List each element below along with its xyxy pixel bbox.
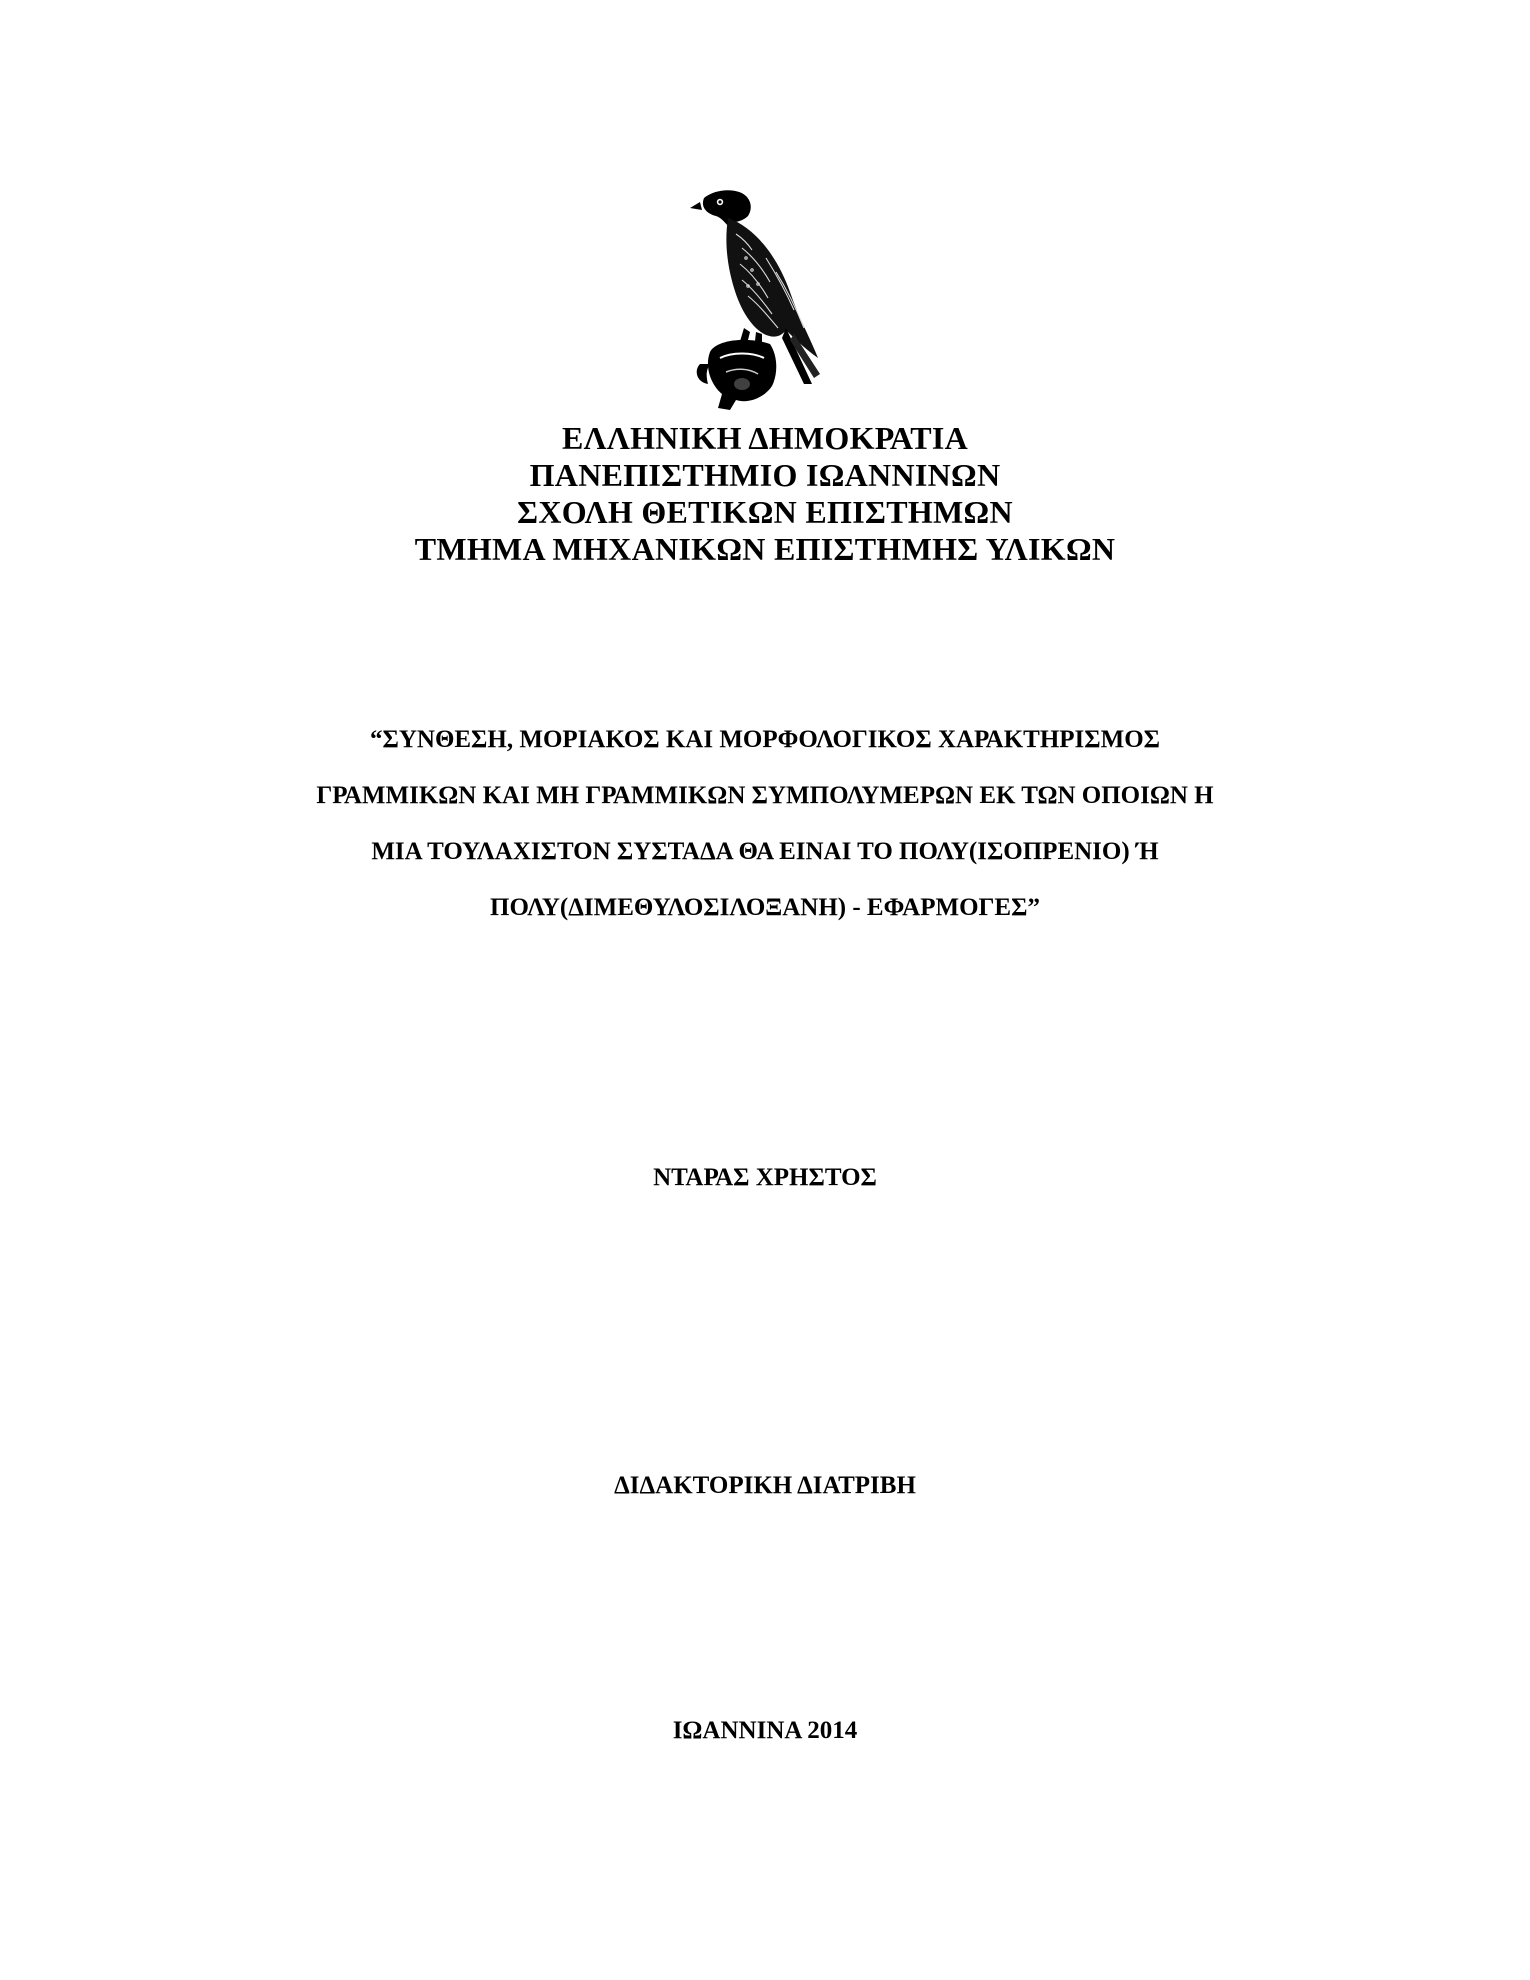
- author-name: ΝΤΑΡΑΣ ΧΡΗΣΤΟΣ: [653, 1164, 877, 1191]
- title-line: ΜΙΑ ΤΟΥΛΑΧΙΣΤΟΝ ΣΥΣΤΑΔΑ ΘΑ ΕΙΝΑΙ ΤΟ ΠΟΛΥ(ΙΣΟΠΡΕΝΙΟ) Ή: [371, 838, 1159, 865]
- owl-on-helmet-emblem-icon: [686, 188, 820, 410]
- department-line: ΤΜΗΜΑ ΜΗΧΑΝΙΚΩΝ ΕΠΙΣΤΗΜΗΣ ΥΛΙΚΩΝ: [414, 531, 1116, 567]
- title-line: ΓΡΑΜΜΙΚΩΝ ΚΑΙ ΜΗ ΓΡΑΜΜΙΚΩΝ ΣΥΜΠΟΛΥΜΕΡΩΝ ΕΚ ΤΩΝ ΟΠΟΙΩΝ Η: [316, 782, 1214, 809]
- university-line: ΠΑΝΕΠΙΣΤΗΜΙΟ ΙΩΑΝΝΙΝΩΝ: [529, 457, 1001, 493]
- institution-heading: [0, 420, 1530, 568]
- thesis-title: [0, 712, 1530, 936]
- place-and-year: ΙΩΑΝΝΙΝΑ 2014: [672, 1717, 858, 1744]
- title-line: “ΣΥΝΘΕΣΗ, ΜΟΡΙΑΚΟΣ ΚΑΙ ΜΟΡΦΟΛΟΓΙΚΟΣ ΧΑΡΑΚΤΗΡΙΣΜΟΣ: [369, 726, 1161, 753]
- country-line: ΕΛΛΗΝΙΚΗ ΔΗΜΟΚΡΑΤΙΑ: [561, 420, 969, 456]
- title-line: ΠΟΛΥ(ΔΙΜΕΘΥΛΟΣΙΛΟΞΑΝΗ) - ΕΦΑΡΜΟΓΕΣ”: [490, 894, 1040, 921]
- degree-type: ΔΙΔΑΚΤΟΡΙΚΗ ΔΙΑΤΡΙΒΗ: [614, 1472, 916, 1499]
- school-line: ΣΧΟΛΗ ΘΕΤΙΚΩΝ ΕΠΙΣΤΗΜΩΝ: [517, 494, 1013, 530]
